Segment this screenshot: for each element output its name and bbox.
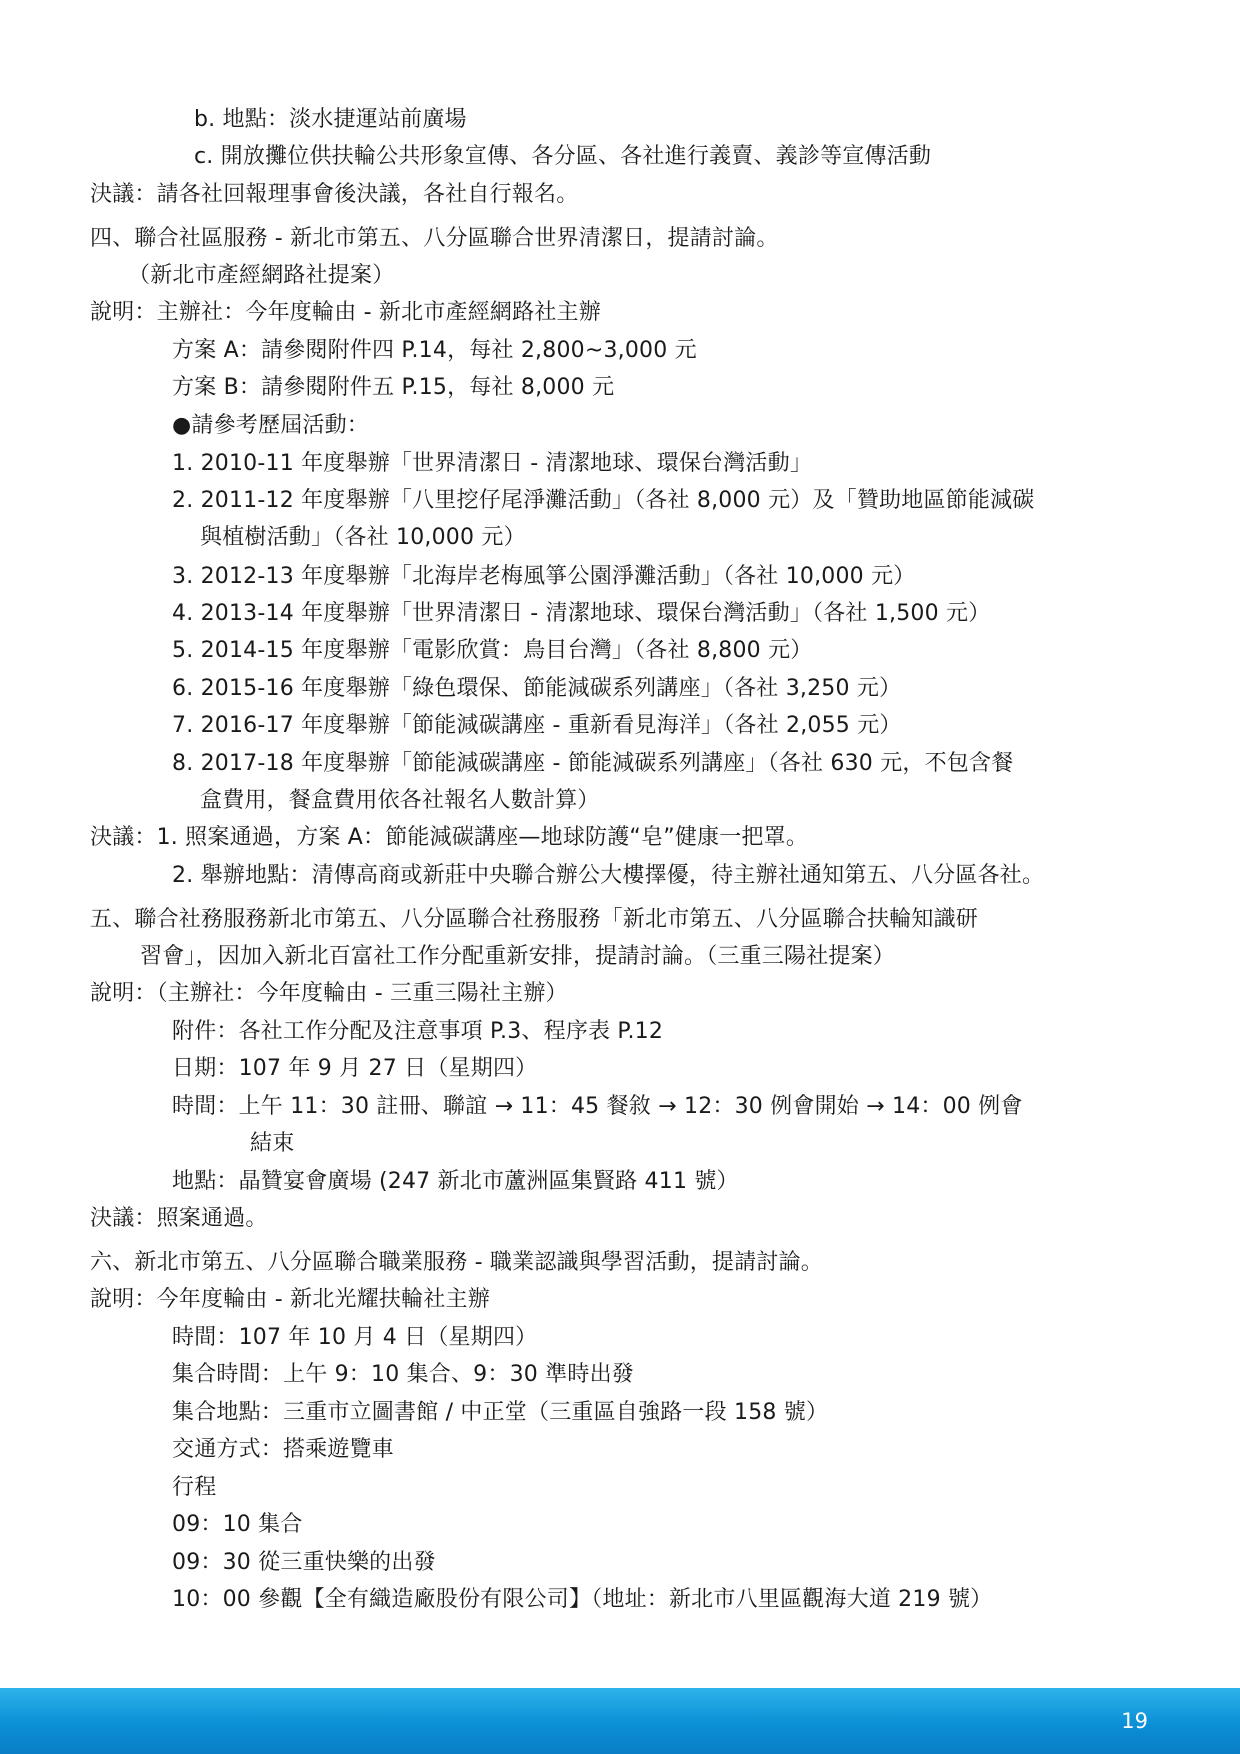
page-footer-bar [0, 1688, 1240, 1754]
list-item: 1. 2010-11 年度舉辦「世界清潔日 - 清潔地球、環保台灣活動」 [172, 451, 813, 476]
text-line: 說明：今年度輪由 - 新北光耀扶輪社主辦 [90, 1287, 490, 1312]
text-line: b. 地點：淡水捷運站前廣場 [194, 107, 467, 132]
section-heading: 四、聯合社區服務 - 新北市第五、八分區聯合世界清潔日，提請討論。 [90, 226, 779, 251]
text-line: 決議：照案通過。 [90, 1206, 268, 1231]
list-item: 4. 2013-14 年度舉辦「世界清潔日 - 清潔地球、環保台灣活動」（各社 1,500 元） [172, 601, 991, 626]
list-item: 5. 2014-15 年度舉辦「電影欣賞：鳥目台灣」（各社 8,800 元） [172, 638, 813, 663]
text-line: 地點：晶贊宴會廣場 (247 新北市蘆洲區集賢路 411 號） [172, 1169, 739, 1194]
section-heading: 六、新北市第五、八分區聯合職業服務 - 職業認識與學習活動，提請討論。 [90, 1250, 823, 1275]
list-item: 2. 2011-12 年度舉辦「八里挖仔尾淨灘活動」（各社 8,000 元）及「贊助地區節能減碳 [172, 488, 1035, 513]
text-line: 日期：107 年 9 月 27 日（星期四） [172, 1056, 538, 1081]
text-line: 說明：主辦社：今年度輪由 - 新北市產經網路社主辦 [90, 300, 601, 325]
text-line: 方案 A：請參閱附件四 P.14，每社 2,800~3,000 元 [172, 338, 697, 363]
text-line: 時間：107 年 10 月 4 日（星期四） [172, 1325, 538, 1350]
text-line: 10：00 參觀【全有織造廠股份有限公司】（地址：新北市八里區觀海大道 219 號） [172, 1587, 993, 1612]
text-line: 行程 [172, 1475, 217, 1500]
text-line: 決議：1. 照案通過，方案 A：節能減碳講座—地球防護“皂”健康一把罩。 [90, 825, 809, 850]
text-line: 09：10 集合 [172, 1512, 303, 1537]
text-line: 附件：各社工作分配及注意事項 P.3、程序表 P.12 [172, 1019, 664, 1044]
text-line: 決議：請各社回報理事會後決議，各社自行報名。 [90, 182, 579, 207]
list-item-continuation: 盒費用，餐盒費用依各社報名人數計算） [200, 788, 600, 813]
text-line: 集合時間：上午 9：10 集合、9：30 準時出發 [172, 1362, 634, 1387]
text-line: 時間：上午 11：30 註冊、聯誼 → 11：45 餐敘 → 12：30 例會開始 → 14：00 例會 [172, 1094, 1023, 1119]
text-line: c. 開放攤位供扶輪公共形象宣傳、各分區、各社進行義賣、義診等宣傳活動 [194, 144, 932, 169]
text-line: 集合地點：三重市立圖書館 / 中正堂（三重區自強路一段 158 號） [172, 1400, 829, 1425]
text-line: 09：30 從三重快樂的出發 [172, 1550, 436, 1575]
page-number: 19 [1121, 1709, 1148, 1733]
text-line-continuation: 結束 [250, 1131, 295, 1156]
list-item: 3. 2012-13 年度舉辦「北海岸老梅風箏公園淨灘活動」（各社 10,000 元） [172, 564, 916, 589]
text-line: 方案 B：請參閱附件五 P.15，每社 8,000 元 [172, 375, 615, 400]
text-line: 說明：（主辦社：今年度輪由 - 三重三陽社主辦） [90, 981, 568, 1006]
list-item: 6. 2015-16 年度舉辦「綠色環保、節能減碳系列講座」（各社 3,250 元） [172, 676, 902, 701]
text-line: （新北市產經網路社提案） [128, 263, 395, 288]
list-item: 8. 2017-18 年度舉辦「節能減碳講座 - 節能減碳系列講座」（各社 630 元，不包含餐 [172, 751, 1014, 776]
text-line: ●請參考歷屆活動： [172, 413, 369, 438]
list-item-continuation: 與植樹活動」（各社 10,000 元） [200, 525, 526, 550]
section-heading-continuation: 習會」，因加入新北百富社工作分配重新安排，提請討論。（三重三陽社提案） [140, 944, 896, 969]
list-item: 7. 2016-17 年度舉辦「節能減碳講座 - 重新看見海洋」（各社 2,055 元） [172, 713, 902, 738]
section-heading: 五、聯合社務服務新北市第五、八分區聯合社務服務「新北市第五、八分區聯合扶輪知識研 [90, 907, 979, 932]
text-line: 2. 舉辦地點：清傳高商或新莊中央聯合辦公大樓擇優，待主辦社通知第五、八分區各社。 [172, 863, 1045, 888]
text-line: 交通方式：搭乘遊覽車 [172, 1437, 395, 1462]
